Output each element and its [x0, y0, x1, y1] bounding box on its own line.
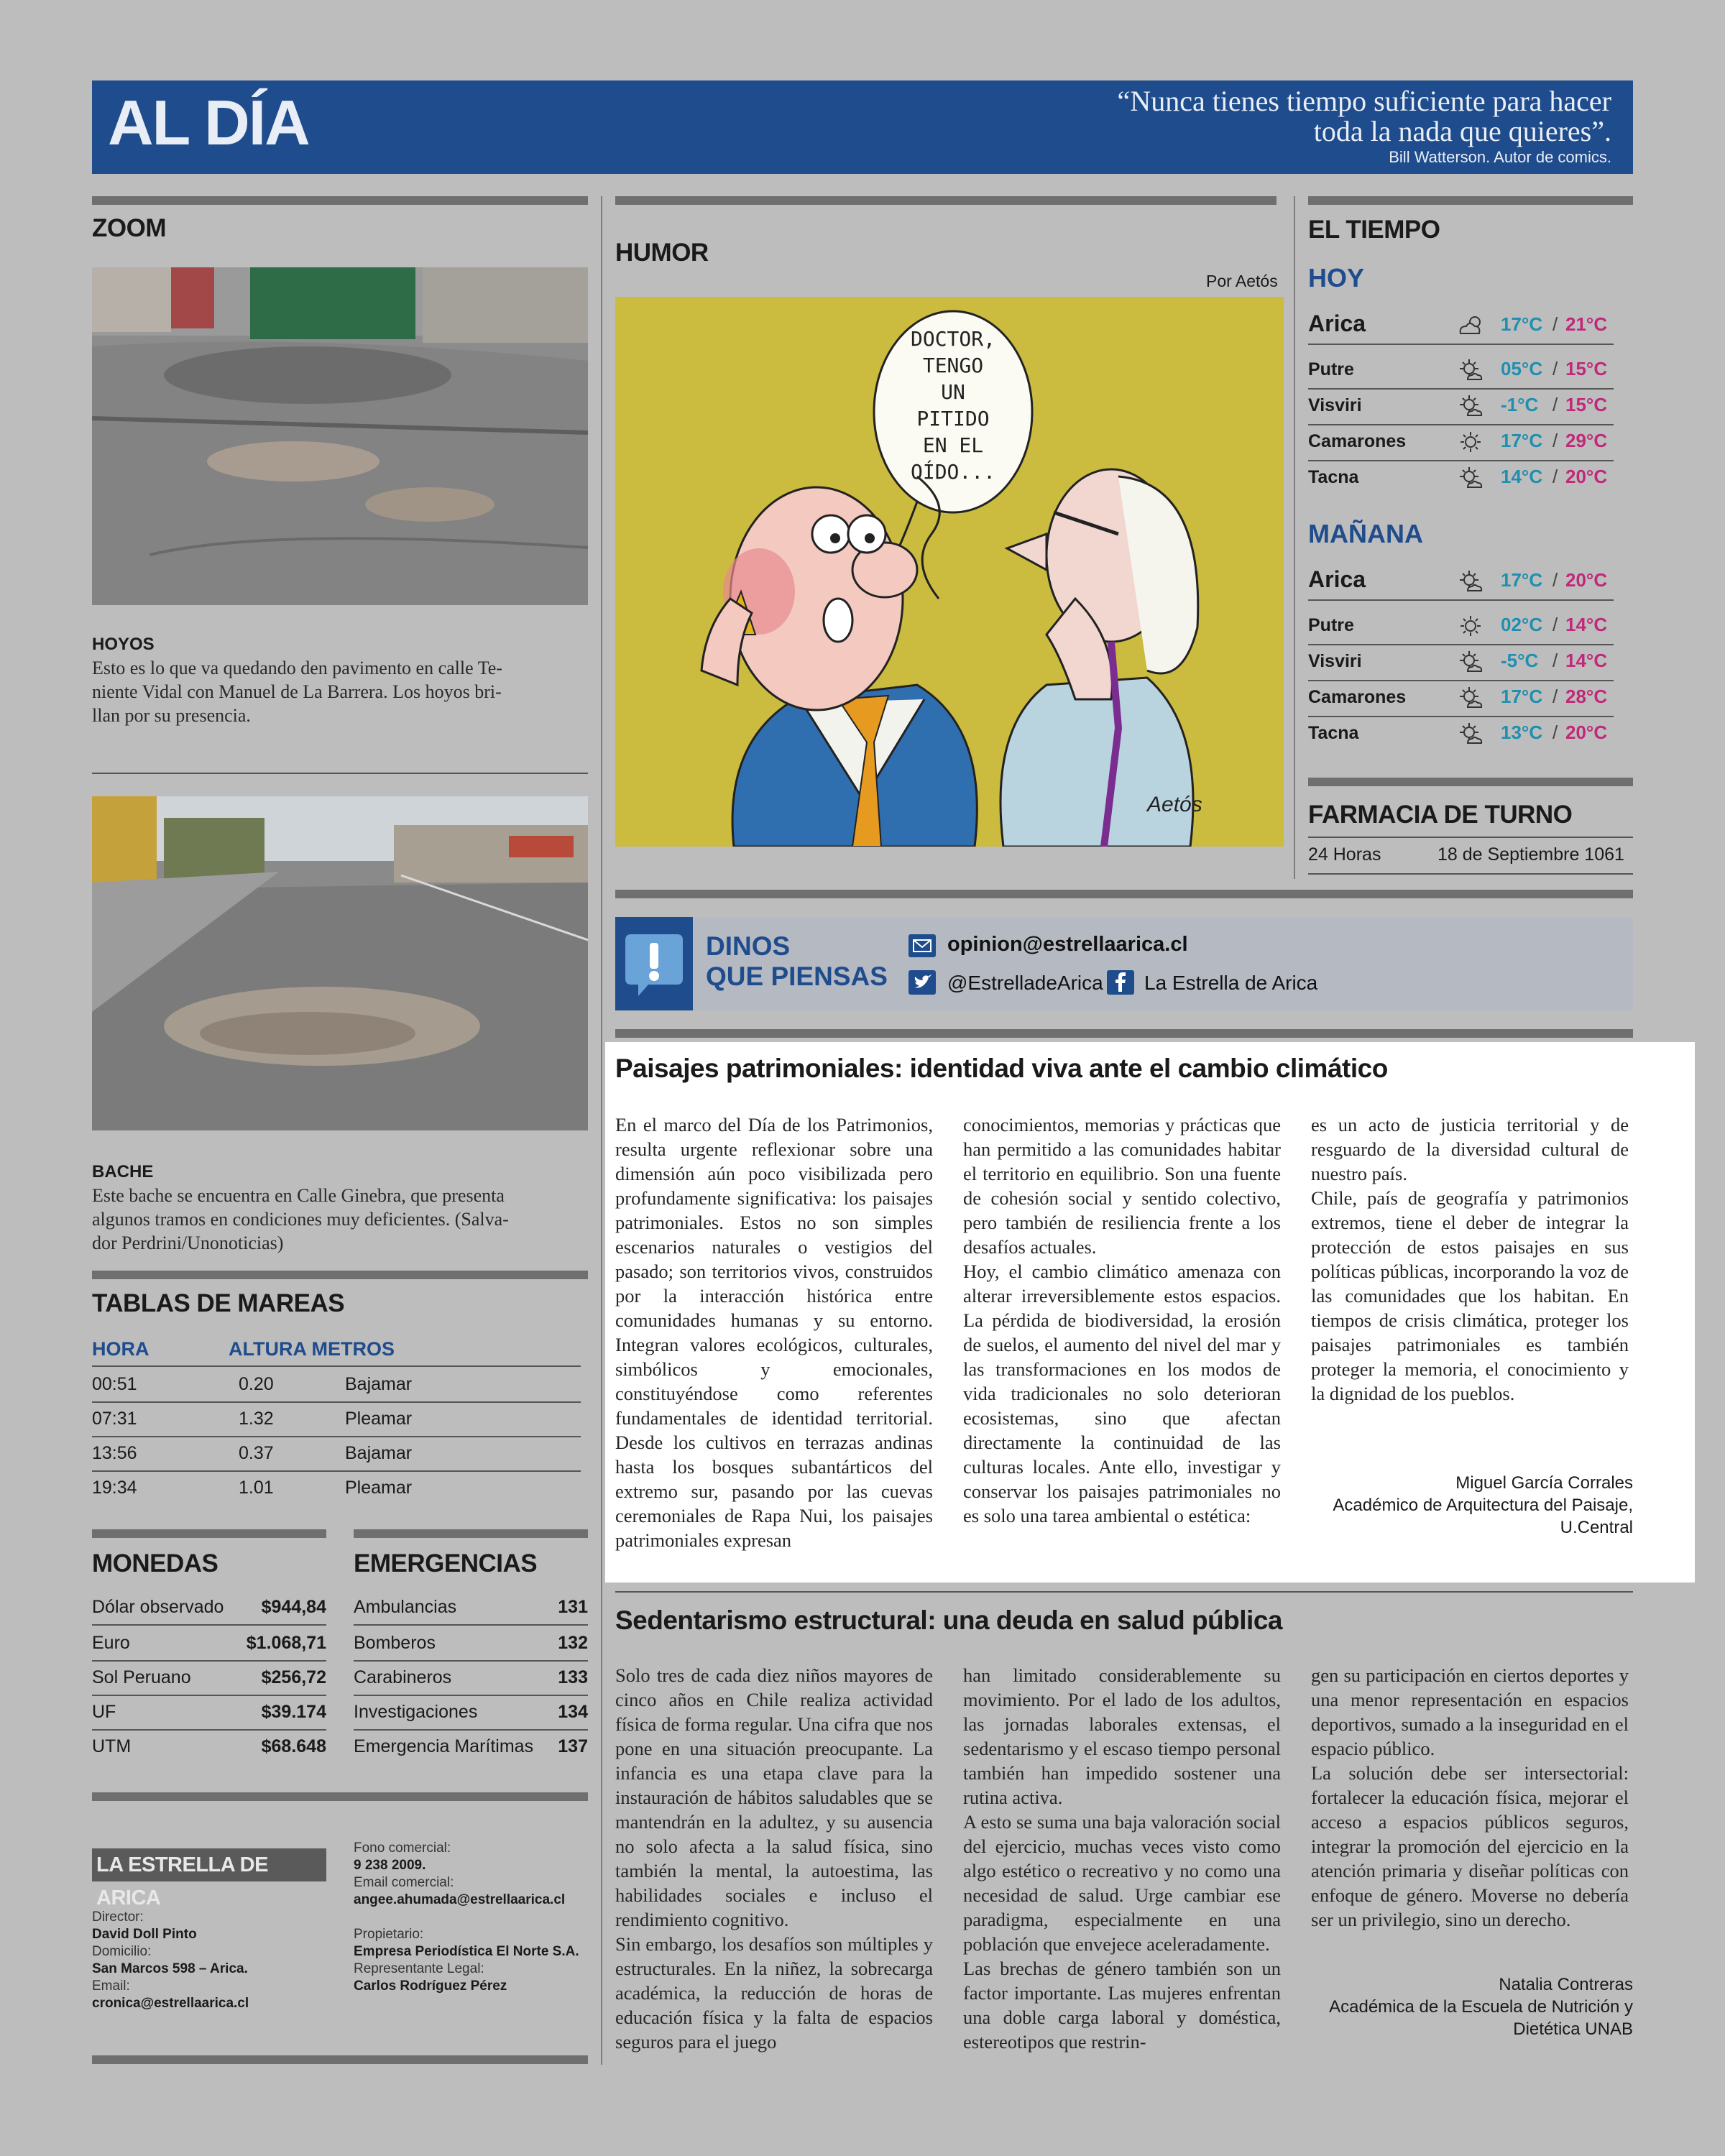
divider	[92, 196, 588, 205]
article1-role: Académico de Arquitectura del Paisaje,	[1333, 1496, 1633, 1515]
divider	[615, 1591, 1633, 1593]
article2-institution: Dietética UNAB	[1513, 2019, 1633, 2039]
tides-title: TABLAS DE MAREAS	[92, 1289, 345, 1317]
emergency-name: Ambulancias	[354, 1597, 457, 1617]
sun-cloud-icon	[1456, 358, 1485, 382]
farmacia-title: FARMACIA DE TURNO	[1308, 801, 1573, 829]
weather-separator: /	[1552, 430, 1558, 451]
weather-city: Tacna	[1308, 723, 1359, 743]
facebook-icon	[1107, 970, 1134, 995]
email-com: angee.ahumada@estrellaarica.cl	[354, 1892, 566, 1907]
tide-type: Bajamar	[345, 1374, 413, 1394]
twitter-icon	[908, 970, 936, 995]
article2-author: Natalia Contreras	[1499, 1975, 1633, 1994]
speech-line: DOCTOR,	[910, 327, 995, 351]
feedback-line-2: QUE PIENSAS	[706, 962, 888, 991]
sun-icon	[1456, 430, 1485, 454]
weather-city: Arica	[1308, 566, 1366, 592]
newspaper-logo: LA ESTRELLA DE ARICA	[92, 1848, 326, 1881]
feedback-heading	[706, 931, 888, 992]
monedas-title: MONEDAS	[92, 1549, 218, 1577]
alert-icon	[615, 917, 693, 1010]
propietario-label: Propietario:	[354, 1927, 424, 1942]
quote-line-2: toda la nada que quieres”.	[1313, 115, 1611, 147]
zoom-title: ZOOM	[92, 214, 166, 242]
sun-cloud-icon	[1456, 569, 1485, 594]
weather-tomorrow-label: MAÑANA	[1308, 519, 1423, 548]
weather-high: 28°C	[1565, 686, 1608, 707]
weather-city: Camarones	[1308, 431, 1407, 451]
divider	[1308, 873, 1633, 875]
divider	[354, 1529, 588, 1538]
humor-title: HUMOR	[615, 239, 709, 267]
weather-city: Visviri	[1308, 395, 1362, 415]
weather-separator: /	[1552, 394, 1558, 415]
caption-line: dor Perdrini/Unonoticias)	[92, 1233, 284, 1253]
weather-high: 29°C	[1565, 430, 1608, 451]
tide-row	[92, 1368, 581, 1403]
header-quote	[893, 86, 1611, 147]
weather-row	[1308, 680, 1614, 717]
weather-high: 20°C	[1565, 466, 1608, 487]
director: David Doll Pinto	[92, 1927, 197, 1942]
currency-value: $1.068,71	[246, 1633, 326, 1653]
weather-low: 17°C	[1501, 430, 1543, 451]
divider	[92, 1792, 588, 1801]
tides-col-hora: HORA	[92, 1338, 150, 1360]
weather-row	[1308, 308, 1614, 345]
weather-row	[1308, 460, 1614, 496]
caption-line: Este bache se encuentra en Calle Ginebra, que presenta	[92, 1185, 505, 1206]
caption-line: Esto es lo que va quedando den pavimento en calle Te-	[92, 658, 502, 678]
divider	[1308, 196, 1633, 205]
director-label: Director:	[92, 1909, 144, 1925]
weather-low: 05°C	[1501, 358, 1543, 379]
tides-col-altura: ALTURA METROS	[229, 1338, 395, 1360]
weather-low: 17°C	[1501, 313, 1543, 335]
weather-separator: /	[1552, 722, 1558, 743]
feedback-facebook[interactable]: La Estrella de Arica	[1144, 972, 1318, 994]
emergency-name: Investigaciones	[354, 1702, 478, 1722]
emergency-row	[354, 1695, 588, 1731]
paragraph: A esto se suma una baja valoración social del ejercicio, muchas veces visto como algo estético o recreativo y no como una necesidad de salud. Urge cambiar ese paradigma, especialmente en una población que envejece aceleradamente.	[963, 1811, 1281, 1955]
tide-height: 0.37	[239, 1443, 274, 1463]
domicilio: San Marcos 598 – Arica.	[92, 1961, 248, 1976]
currency-name: UTM	[92, 1736, 132, 1756]
paragraph: La solución debe ser intersectorial: fortalecer la educación física, mejorar el acceso a espacios públicos seguros, integrar la promoción del ejercicio en la atención primaria y diseñar políticas con enfoque de género. Moverse no debería ser un privilegio, sino un derecho.	[1311, 1762, 1629, 1930]
tide-type: Bajamar	[345, 1443, 413, 1463]
sun-icon	[1456, 614, 1485, 638]
paragraph: gen su participación en ciertos deportes y una menor representación en espacios deportivos, sumado a la inseguridad en el espacio público.	[1311, 1664, 1629, 1759]
cartoon	[615, 297, 1284, 847]
emergency-number: 131	[558, 1597, 588, 1617]
weather-separator: /	[1552, 569, 1558, 591]
photo2-caption	[92, 1184, 595, 1255]
weather-low: 13°C	[1501, 722, 1543, 743]
fono: 9 238 2009.	[354, 1858, 426, 1873]
weather-high: 15°C	[1565, 358, 1608, 379]
currency-row	[92, 1695, 326, 1731]
currency-value: $39.174	[261, 1702, 326, 1722]
tide-type: Pleamar	[345, 1409, 413, 1429]
article1-title: Paisajes patrimoniales: identidad viva ante el cambio climático	[615, 1054, 1388, 1083]
photo1-caption	[92, 656, 595, 727]
emergency-name: Emergencia Marítimas	[354, 1736, 534, 1756]
weather-high: 15°C	[1565, 394, 1608, 415]
tide-time: 00:51	[92, 1374, 137, 1394]
quote-line-1: “Nunca tienes tiempo suficiente para hacer	[1117, 85, 1611, 117]
weather-city: Tacna	[1308, 467, 1359, 487]
propietario: Empresa Periodística El Norte S.A.	[354, 1944, 579, 1959]
tide-row	[92, 1437, 581, 1472]
currency-value: $944,84	[261, 1597, 326, 1617]
rep-label: Representante Legal:	[354, 1961, 484, 1976]
weather-row	[1308, 563, 1614, 601]
weather-low: -5°C	[1501, 650, 1539, 671]
feedback-line-1: DINOS	[706, 931, 791, 961]
article1-col3	[1311, 1112, 1629, 1406]
divider	[92, 1271, 588, 1279]
email-label: Email:	[92, 1978, 130, 1994]
humor-author: Por Aetós	[1206, 272, 1278, 290]
photo1-caption-title: HOYOS	[92, 635, 155, 654]
divider	[1308, 837, 1633, 838]
sun-cloud-icon	[1456, 650, 1485, 674]
photo-potholes	[92, 267, 588, 605]
weather-low: 17°C	[1501, 569, 1543, 591]
article1-col1	[615, 1112, 933, 1552]
sun-cloud-icon	[1456, 722, 1485, 746]
tide-time: 13:56	[92, 1443, 137, 1463]
currency-row	[92, 1590, 326, 1626]
paragraph: En el marco del Día de los Patrimonios, resulta urgente reflexionar sobre una dimensión aún poco visibilizada pero profundamente significativa: los paisajes patrimoniales. Estos no son simples escenarios naturales o vestigios del pasado; son territorios vivos, construidos por la interacción histórica entre comunidades humanas y su entorno. Integran valores ecológicos, culturales, simbólicos y emocionales, constituyéndose como referentes fundamentales de identidad territorial. Desde los cultivos en terrazas andinas hasta los bosques subantárticos del extremo sur, pasando por las cuevas ceremoniales de Rapa Nui, los paisajes patrimoniales expresan	[615, 1114, 933, 1551]
emergency-number: 132	[558, 1633, 588, 1653]
emergency-row	[354, 1626, 588, 1662]
divider	[92, 1529, 326, 1538]
weather-high: 14°C	[1565, 650, 1608, 671]
article1-signature	[1333, 1472, 1633, 1539]
currency-row	[92, 1729, 326, 1764]
weather-city: Arica	[1308, 310, 1366, 336]
tide-time: 19:34	[92, 1478, 137, 1498]
tide-height: 1.32	[239, 1409, 274, 1429]
partly-cloudy-icon	[1456, 313, 1485, 338]
article2-title: Sedentarismo estructural: una deuda en salud pública	[615, 1606, 1282, 1635]
paragraph: es un acto de justicia territorial y de resguardo de la diversidad cultural de nuestro país.	[1311, 1114, 1629, 1184]
feedback-banner	[615, 917, 1633, 1010]
emergency-row	[354, 1590, 588, 1626]
divider	[615, 196, 1276, 205]
weather-high: 21°C	[1565, 313, 1608, 335]
cartoon-speech-bubble	[899, 326, 1007, 485]
currency-name: Euro	[92, 1633, 130, 1653]
article1-col2	[963, 1112, 1281, 1528]
divider	[1308, 778, 1633, 786]
tide-time: 07:31	[92, 1409, 137, 1429]
weather-separator: /	[1552, 650, 1558, 671]
email-icon	[908, 934, 936, 957]
caption-line: niente Vidal con Manuel de La Barrera. Los hoyos bri-	[92, 681, 502, 702]
weather-city: Putre	[1308, 615, 1354, 635]
divider	[615, 1029, 1633, 1038]
weather-title: EL TIEMPO	[1308, 216, 1440, 244]
representante: Carlos Rodríguez Pérez	[354, 1978, 507, 1994]
divider	[92, 2055, 588, 2064]
column-separator	[601, 196, 602, 2065]
paragraph: Las brechas de género también son un factor importante. Las mujeres enfrentan una doble carga laboral y doméstica, estereotipos que restrin-	[963, 1958, 1281, 2053]
weather-row	[1308, 608, 1614, 645]
paragraph: Chile, país de geografía y patrimonios extremos, tiene el deber de integrar la protección de estos paisajes en sus políticas públicas, incorporando la voz de las comunidades que los habitan. En tiempos de crisis climática, proteger los paisajes patrimoniales es también proteger la memoria, el conocimiento y la dignidad de los pueblos.	[1311, 1187, 1629, 1404]
farmacia-address: 18 de Septiembre 1061	[1438, 844, 1624, 865]
imprint-left	[92, 1909, 249, 2012]
domicilio-label: Domicilio:	[92, 1944, 152, 1959]
emergency-number: 134	[558, 1702, 588, 1722]
currency-value: $68.648	[261, 1736, 326, 1756]
currency-name: UF	[92, 1702, 116, 1722]
currency-name: Dólar observado	[92, 1597, 224, 1617]
currency-name: Sol Peruano	[92, 1667, 191, 1687]
weather-city: Putre	[1308, 359, 1354, 379]
paragraph: conocimientos, memorias y prácticas que han permitido a las comunidades habitar el territorio en equilibrio. Son una fuente de cohesión social y sentido colectivo, pero también de resiliencia frente a los desafíos actuales.	[963, 1114, 1281, 1258]
sun-cloud-icon	[1456, 466, 1485, 490]
email-com-label: Email comercial:	[354, 1875, 454, 1890]
column-separator	[1294, 196, 1295, 879]
article2-signature	[1329, 1973, 1633, 2040]
weather-separator: /	[1552, 614, 1558, 635]
weather-city: Visviri	[1308, 651, 1362, 671]
article2-col1	[615, 1663, 933, 2054]
weather-row	[1308, 716, 1614, 752]
weather-high: 20°C	[1565, 722, 1608, 743]
weather-today-label: HOY	[1308, 263, 1365, 292]
weather-row	[1308, 424, 1614, 461]
currency-value: $256,72	[261, 1667, 326, 1687]
emergency-name: Bomberos	[354, 1633, 436, 1653]
caption-line: algunos tramos en condiciones muy deficientes. (Salva-	[92, 1209, 509, 1230]
weather-city: Camarones	[1308, 687, 1407, 707]
emergency-name: Carabineros	[354, 1667, 452, 1687]
imprint-email: cronica@estrellaarica.cl	[92, 1996, 249, 2011]
weather-row	[1308, 352, 1614, 390]
tide-row	[92, 1403, 581, 1437]
emergencias-title: EMERGENCIAS	[354, 1549, 538, 1577]
speech-line: UN PITIDO	[916, 380, 990, 430]
section-name: AL DÍA	[108, 87, 309, 158]
weather-separator: /	[1552, 313, 1558, 335]
article1-author: Miguel García Corrales	[1455, 1473, 1633, 1493]
weather-low: 17°C	[1501, 686, 1543, 707]
feedback-twitter[interactable]: @EstrelladeArica	[947, 972, 1103, 994]
weather-separator: /	[1552, 466, 1558, 487]
imprint-right	[354, 1840, 579, 1995]
weather-row	[1308, 644, 1614, 681]
photo-street-bache	[92, 796, 588, 1130]
farmacia-hours: 24 Horas	[1308, 844, 1381, 865]
sun-cloud-icon	[1456, 686, 1485, 710]
emergency-number: 133	[558, 1667, 588, 1687]
currency-row	[92, 1626, 326, 1662]
speech-line: TENGO	[922, 354, 984, 377]
weather-row	[1308, 388, 1614, 425]
currency-row	[92, 1660, 326, 1696]
speech-line: EN EL	[922, 433, 984, 457]
tide-row	[92, 1472, 581, 1505]
divider	[92, 1365, 581, 1367]
article2-role: Académica de la Escuela de Nutrición y	[1329, 1997, 1633, 2017]
article2-col2	[963, 1663, 1281, 2054]
divider	[615, 890, 1633, 898]
weather-high: 14°C	[1565, 614, 1608, 635]
emergency-number: 137	[558, 1736, 588, 1756]
paragraph: Sin embargo, los desafíos son múltiples y estructurales. En la niñez, la sobrecarga académica, la reducción de horas de educación física y la falta de espacios seguros para el juego	[615, 1933, 933, 2053]
paragraph: Solo tres de cada diez niños mayores de cinco años en Chile realiza actividad física de forma regular. Una cifra que nos pone en una situación preocupante. La infancia es una etapa clave para la instauración de hábitos saludables que se mantendrán en la adultez, y su ausencia no solo afecta a la salud física, sino también la mental, la autoestima, las habilidades sociales e incluso el rendimiento cognitivo.	[615, 1664, 933, 1930]
tide-type: Pleamar	[345, 1478, 413, 1498]
tide-height: 1.01	[239, 1478, 274, 1498]
weather-separator: /	[1552, 686, 1558, 707]
paragraph: Hoy, el cambio climático amenaza con alterar irreversiblemente estos espacios. La pérdida de biodiversidad, la erosión de suelos, el aumento del nivel del mar y las transformaciones en los modos de vida tradicionales no solo deterioran ecosistemas, sino que afectan directamente la continuidad de las culturas locales. Ante ello, investigar y conservar los paisajes patrimoniales no es solo una tarea ambiental o estética:	[963, 1261, 1281, 1526]
weather-low: 02°C	[1501, 614, 1543, 635]
divider	[92, 773, 588, 774]
weather-low: -1°C	[1501, 394, 1539, 415]
article1-institution: U.Central	[1560, 1518, 1633, 1537]
weather-low: 14°C	[1501, 466, 1543, 487]
emergency-row	[354, 1729, 588, 1764]
paragraph: han limitado considerablemente su movimiento. Por el lado de los adultos, las jornadas laborales extensas, el sedentarismo y el escaso tiempo personal también han impedido sostener una rutina activa.	[963, 1664, 1281, 1808]
caption-line: llan por su presencia.	[92, 705, 251, 726]
cartoon-signature: Aetós	[1147, 793, 1202, 816]
weather-separator: /	[1552, 358, 1558, 379]
emergency-row	[354, 1660, 588, 1696]
weather-high: 20°C	[1565, 569, 1608, 591]
sun-cloud-icon	[1456, 394, 1485, 418]
speech-line: OÍDO...	[910, 460, 995, 484]
tide-height: 0.20	[239, 1374, 274, 1394]
feedback-email[interactable]: opinion@estrellaarica.cl	[947, 933, 1188, 956]
photo2-caption-title: BACHE	[92, 1162, 154, 1181]
article2-col3	[1311, 1663, 1629, 1932]
fono-label: Fono comercial:	[354, 1841, 451, 1856]
quote-author: Bill Watterson. Autor de comics.	[1389, 148, 1611, 166]
section-header	[92, 80, 1633, 174]
